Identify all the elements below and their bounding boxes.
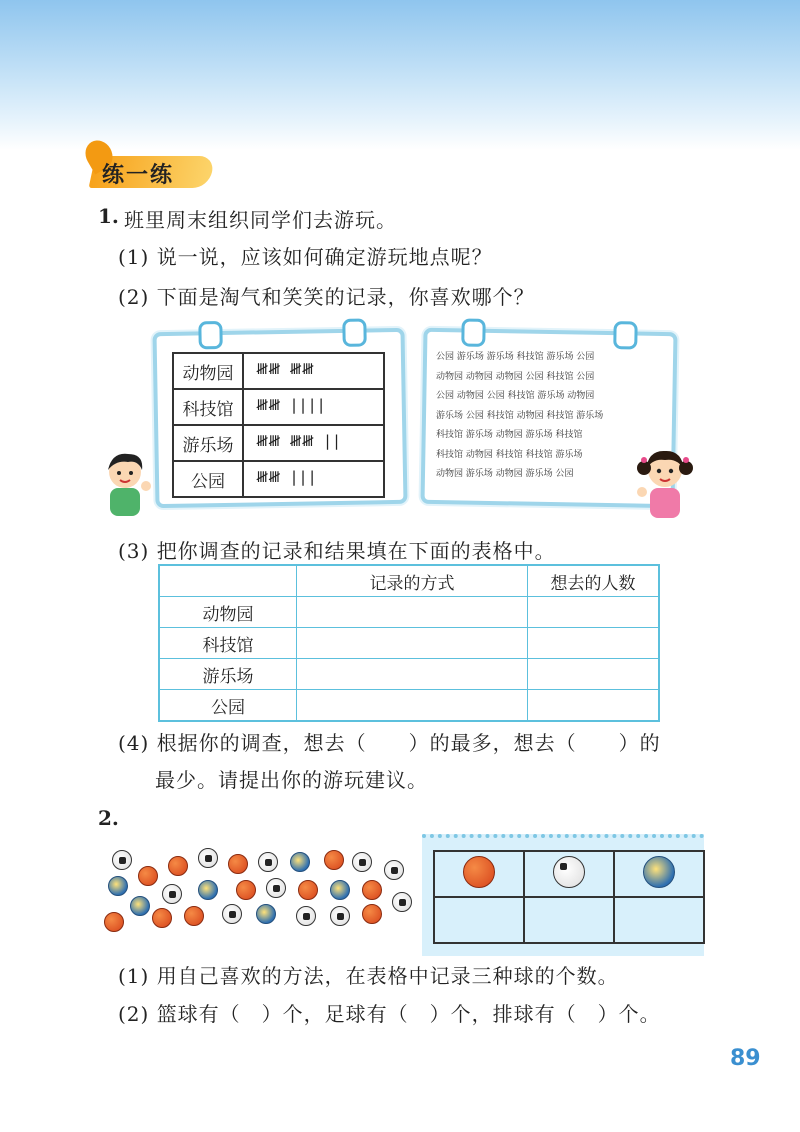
basketball-icon xyxy=(228,854,248,874)
football-icon xyxy=(162,884,182,904)
page-number: 89 xyxy=(730,1046,761,1071)
tally-place: 游乐场 xyxy=(173,425,243,461)
volleyball-icon xyxy=(643,856,675,888)
clip-icon xyxy=(198,321,222,349)
volleyball-icon xyxy=(290,852,310,872)
survey-place: 公园 xyxy=(159,690,297,722)
record-method-cell[interactable] xyxy=(297,690,528,722)
word-record xyxy=(436,348,656,485)
tally-marks: 𝍸𝍸 |||| xyxy=(243,389,384,425)
basketball-icon xyxy=(362,880,382,900)
football-icon xyxy=(392,892,412,912)
girl-illustration xyxy=(632,444,698,524)
volleyball-icon xyxy=(256,904,276,924)
word-record-line: 科技馆 游乐场 动物园 游乐场 科技馆 xyxy=(436,430,583,440)
volleyball-icon xyxy=(130,896,150,916)
survey-place: 科技馆 xyxy=(159,628,297,659)
volleyball-count-cell[interactable] xyxy=(614,897,704,943)
survey-table xyxy=(158,564,660,722)
football-icon xyxy=(330,906,350,926)
q1-number: 1. xyxy=(98,204,119,228)
football-icon xyxy=(352,852,372,872)
word-record-line: 动物园 游乐场 动物园 游乐场 公园 xyxy=(436,469,574,479)
survey-place: 游乐场 xyxy=(159,659,297,690)
football-icon xyxy=(296,906,316,926)
basketball-icon xyxy=(138,866,158,886)
basketball-icon xyxy=(236,880,256,900)
football-icon xyxy=(198,848,218,868)
basketball-icon xyxy=(104,912,124,932)
table-row xyxy=(173,425,384,461)
tally-marks: 𝍸𝍸 ||| xyxy=(243,461,384,497)
basketball-icon xyxy=(168,856,188,876)
record-method-cell[interactable] xyxy=(297,597,528,628)
q2-number: 2. xyxy=(98,806,119,830)
clip-icon xyxy=(342,318,366,346)
table-row xyxy=(159,659,659,690)
football-icon xyxy=(222,904,242,924)
football-icon xyxy=(112,850,132,870)
section-tag xyxy=(92,150,212,190)
q1-sub4-line2: 最少。请提出你的游玩建议。 xyxy=(155,768,428,792)
clip-icon xyxy=(613,321,637,349)
football-icon xyxy=(553,856,585,888)
basketball-icon xyxy=(463,856,495,888)
table-row xyxy=(434,851,704,897)
tally-marks: 𝍸𝍸 𝍸𝍸 || xyxy=(243,425,384,461)
word-record-line: 游乐场 公园 科技馆 动物园 科技馆 游乐场 xyxy=(436,410,604,421)
survey-header-cell: 想去的人数 xyxy=(528,565,660,597)
table-row xyxy=(159,628,659,659)
boy-illustration xyxy=(98,448,154,520)
tally-place: 公园 xyxy=(173,461,243,497)
tally-place: 科技馆 xyxy=(173,389,243,425)
survey-header-cell xyxy=(159,565,297,597)
volleyball-icon xyxy=(330,880,350,900)
record-method-cell[interactable] xyxy=(297,659,528,690)
survey-place: 动物园 xyxy=(159,597,297,628)
basketball-count-cell[interactable] xyxy=(434,897,524,943)
q2-sub2: (2) 篮球有（ ）个，足球有（ ）个，排球有（ ）个。 xyxy=(118,1002,661,1026)
football-icon xyxy=(258,852,278,872)
volleyball-icon xyxy=(108,876,128,896)
volleyball-header xyxy=(614,851,704,897)
table-row xyxy=(159,690,659,722)
q1-sub2: (2) 下面是淘气和笑笑的记录，你喜欢哪个？ xyxy=(118,285,535,309)
basketball-icon xyxy=(298,880,318,900)
basketball-header xyxy=(434,851,524,897)
basketball-icon xyxy=(324,850,344,870)
q1-text: 班里周末组织同学们去游玩。 xyxy=(124,208,397,232)
clip-icon xyxy=(461,318,485,346)
volleyball-icon xyxy=(198,880,218,900)
football-icon xyxy=(266,878,286,898)
table-row xyxy=(173,389,384,425)
word-record-line: 科技馆 动物园 科技馆 科技馆 游乐场 xyxy=(436,449,583,460)
basketball-icon xyxy=(152,908,172,928)
q1-sub4-line1: (4) 根据你的调查，想去（ ）的最多，想去（ ）的 xyxy=(118,731,661,755)
basketball-icon xyxy=(184,906,204,926)
sky-banner xyxy=(0,0,800,150)
table-row xyxy=(173,353,384,389)
survey-header-cell: 记录的方式 xyxy=(297,565,528,597)
football-icon xyxy=(384,860,404,880)
people-count-cell[interactable] xyxy=(528,659,660,690)
people-count-cell[interactable] xyxy=(528,690,660,722)
tally-table xyxy=(172,352,385,498)
q1-sub3: (3) 把你调查的记录和结果填在下面的表格中。 xyxy=(118,539,556,563)
table-header-row xyxy=(159,565,659,597)
football-count-cell[interactable] xyxy=(524,897,614,943)
table-row xyxy=(173,461,384,497)
record-method-cell[interactable] xyxy=(297,628,528,659)
word-record-line: 公园 游乐场 游乐场 科技馆 游乐场 公园 xyxy=(436,352,595,362)
word-record-line: 动物园 动物园 动物园 公园 科技馆 公园 xyxy=(436,371,595,382)
table-row xyxy=(159,597,659,628)
q2-sub1: (1) 用自己喜欢的方法，在表格中记录三种球的个数。 xyxy=(118,964,619,988)
word-record-line: 公园 动物园 公园 科技馆 游乐场 动物园 xyxy=(436,391,595,401)
people-count-cell[interactable] xyxy=(528,597,660,628)
tally-place: 动物园 xyxy=(173,353,243,389)
tally-marks: 𝍸𝍸 𝍸𝍸 xyxy=(243,353,384,389)
people-count-cell[interactable] xyxy=(528,628,660,659)
q1-sub1: (1) 说一说，应该如何确定游玩地点呢？ xyxy=(118,245,493,269)
section-tag-label: 练一练 xyxy=(102,163,175,188)
basketball-icon xyxy=(362,904,382,924)
football-header xyxy=(524,851,614,897)
ball-record-table xyxy=(433,850,705,944)
table-row xyxy=(434,897,704,943)
